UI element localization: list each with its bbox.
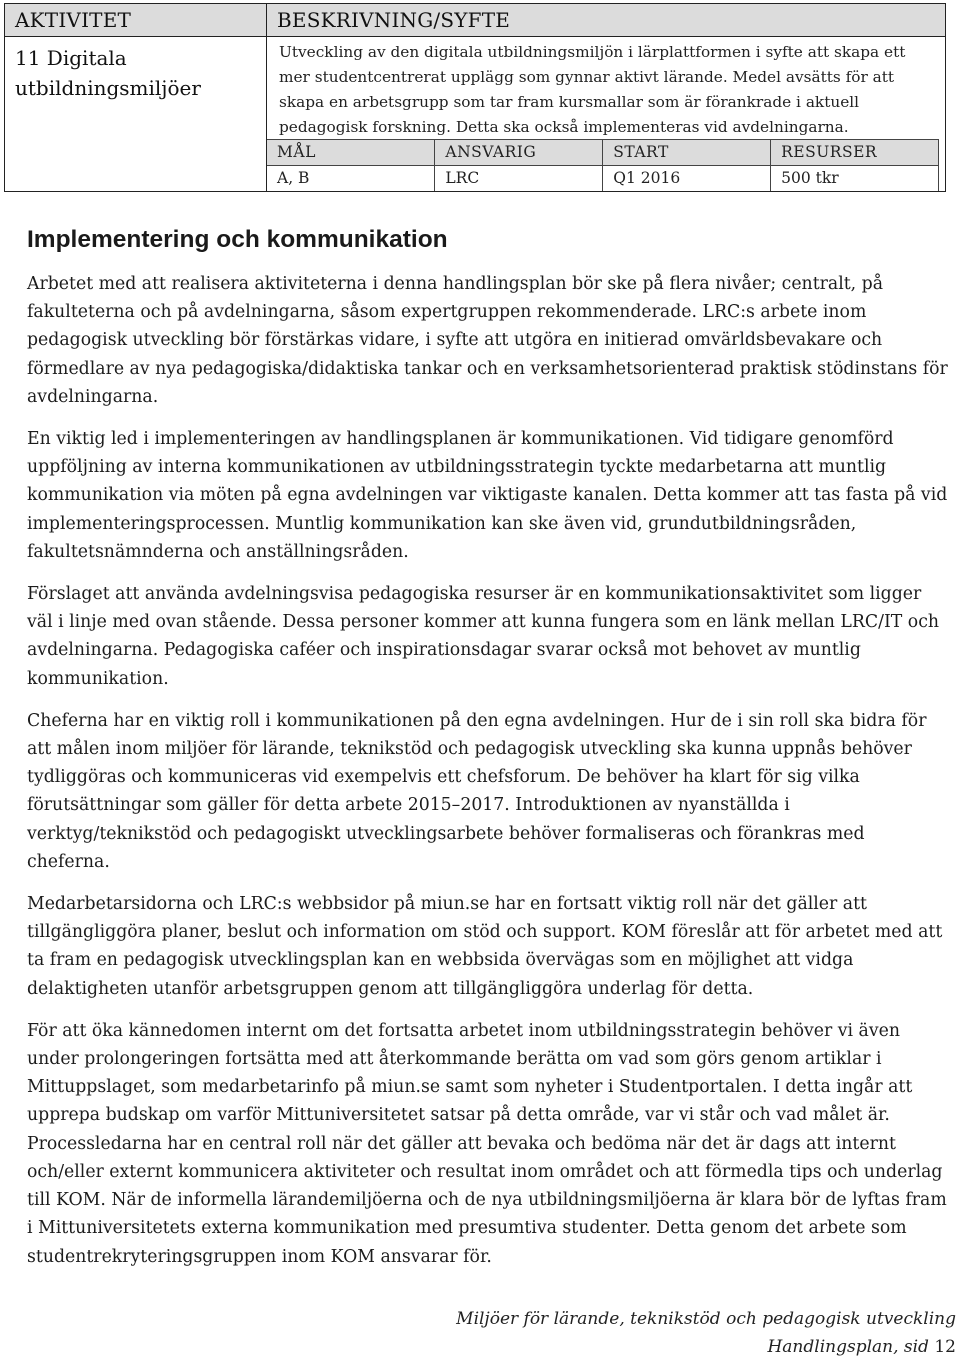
paragraph: Arbetet med att realisera aktiviteterna i denna handlingsplan bör ske på flera nivåer; centralt, på fakulteterna och på avdelningarna, såsom expertgruppen rekommenderade. LRC:s arbete inom pedagogisk utveckling bör förstärkas vidare, i syfte att utgöra en initierad omvärldsbevakare och förmedlare av nya pedagogiska/didaktiska tankar och en verksamhetsorienterad praktisk stödinstans för avdelningarna. <box>27 274 948 407</box>
header-activity-cell <box>5 4 267 37</box>
details-header-resources: RESURSER <box>771 140 939 166</box>
details-table <box>267 139 939 191</box>
header-description: BESKRIVNING/SYFTE <box>277 8 511 32</box>
details-header-goal: MÅL <box>267 140 435 166</box>
description-text: Utveckling av den digitala utbildningsmiljön i lärplattformen i syfte att skapa ett mer studentcentrerat upplägg som gynnar aktivt lärande. Medel avsätts för att skapa en arbetsgrupp som tar fram kursmallar som är förankrade i aktuell pedagogisk forskning. Detta ska också implementeras vid avdelningarna. <box>279 43 906 136</box>
footer-document-title: Miljöer för lärande, teknikstöd och pedagogisk utveckling <box>456 1309 956 1329</box>
footer-page-number: 12 <box>934 1337 956 1357</box>
details-value-start: Q1 2016 <box>603 166 771 192</box>
details-header-start: START <box>603 140 771 166</box>
header-activity: AKTIVITET <box>15 8 132 32</box>
footer-page-label: Handlingsplan, sid <box>767 1337 929 1357</box>
section-heading: Implementering och kommunikation <box>27 226 448 253</box>
details-header-responsible: ANSVARIG <box>435 140 603 166</box>
paragraph: Medarbetarsidorna och LRC:s webbsidor på miun.se har en fortsatt viktig roll när det gäller att tillgängliggöra planer, beslut och information om stöd och support. KOM föreslår att för arbetet med att ta fram en pedagogisk utvecklingsplan kan en webbsida övervägas som en möjlighet att vidga delaktigheten utanför arbetsgruppen genom att tillgängliggöra underlag för detta. <box>27 894 943 999</box>
table-header-row <box>5 4 946 37</box>
details-value-responsible: LRC <box>435 166 603 192</box>
paragraph: För att öka kännedomen internt om det fortsatta arbetet inom utbildningsstrategin behöver vi även under prolongeringen fortsätta med att återkommande berätta om vad som görs genom artiklar i Mittuppslaget, som medarbetarinfo på miun.se samt som nyheter i Studentportalen. I detta ingår att upprepa budskap om varför Mittuniversitetet satsar på detta område, var vi står och vad målet är. Processledarna har en central roll när det gäller att bevaka och bedöma när det är dags att internt och/eller externt kommunicera aktiviteter och resultat inom området och att förmedla tips och underlag till KOM. När de informella lärandemiljöerna och de nya utbildningsmiljöerna är klara bör de lyftas fram i Mittuniversitetets externa kommunikation med presumtiva studenter. Detta genom det arbete som studentrekryteringsgruppen inom KOM ansvarar för. <box>27 1020 947 1267</box>
activity-name: 11 Digitala utbildningsmiljöer <box>15 46 201 100</box>
page-footer <box>456 1305 956 1361</box>
details-value-row <box>267 166 939 192</box>
paragraph: Cheferna har en viktig roll i kommunikationen på den egna avdelningen. Hur de i sin roll ska bidra för att målen inom miljöer för lärande, teknikstöd och pedagogisk utveckling ska kunna uppnås behöver tydliggöras och kommuniceras vid exempelvis ett chefsforum. De behöver ha klart för sig vilka förutsättningar som gäller för detta arbete 2015–2017. Introduktionen av nyanställda i verktyg/teknikstöd och pedagogiskt utvecklingsarbete behöver formaliseras och förankras med cheferna. <box>27 710 927 872</box>
paragraph: En viktig led i implementeringen av handlingsplanen är kommunikationen. Vid tidigare genomförd uppföljning av interna kommunikationen av utbildningsstrategin tyckte medarbetarna att muntlig kommunikation via möten på egna avdelningen var viktigaste kanalen. Detta kommer att tas fasta på vid implementeringsprocessen. Muntlig kommunikation kan ske även vid, grundutbildningsråden, fakultetsnämnderna och anställningsråden. <box>27 429 948 562</box>
table-row <box>5 37 946 192</box>
details-value-goal: A, B <box>267 166 435 192</box>
details-value-resources: 500 tkr <box>771 166 939 192</box>
details-header-row <box>267 140 939 166</box>
paragraph: Förslaget att använda avdelningsvisa pedagogiska resurser är en kommunikationsaktivitet som ligger väl i linje med ovan stående. Dessa personer kommer att kunna fungera som en länk mellan LRC/IT och avdelningarna. Pedagogiska caféer och inspirationsdagar svarar också mot behovet av muntlig kommunikation. <box>27 584 940 689</box>
section-body <box>27 270 952 1285</box>
activity-cell <box>5 37 267 192</box>
activity-table <box>4 3 946 192</box>
description-cell <box>267 37 946 192</box>
header-description-cell <box>267 4 946 37</box>
